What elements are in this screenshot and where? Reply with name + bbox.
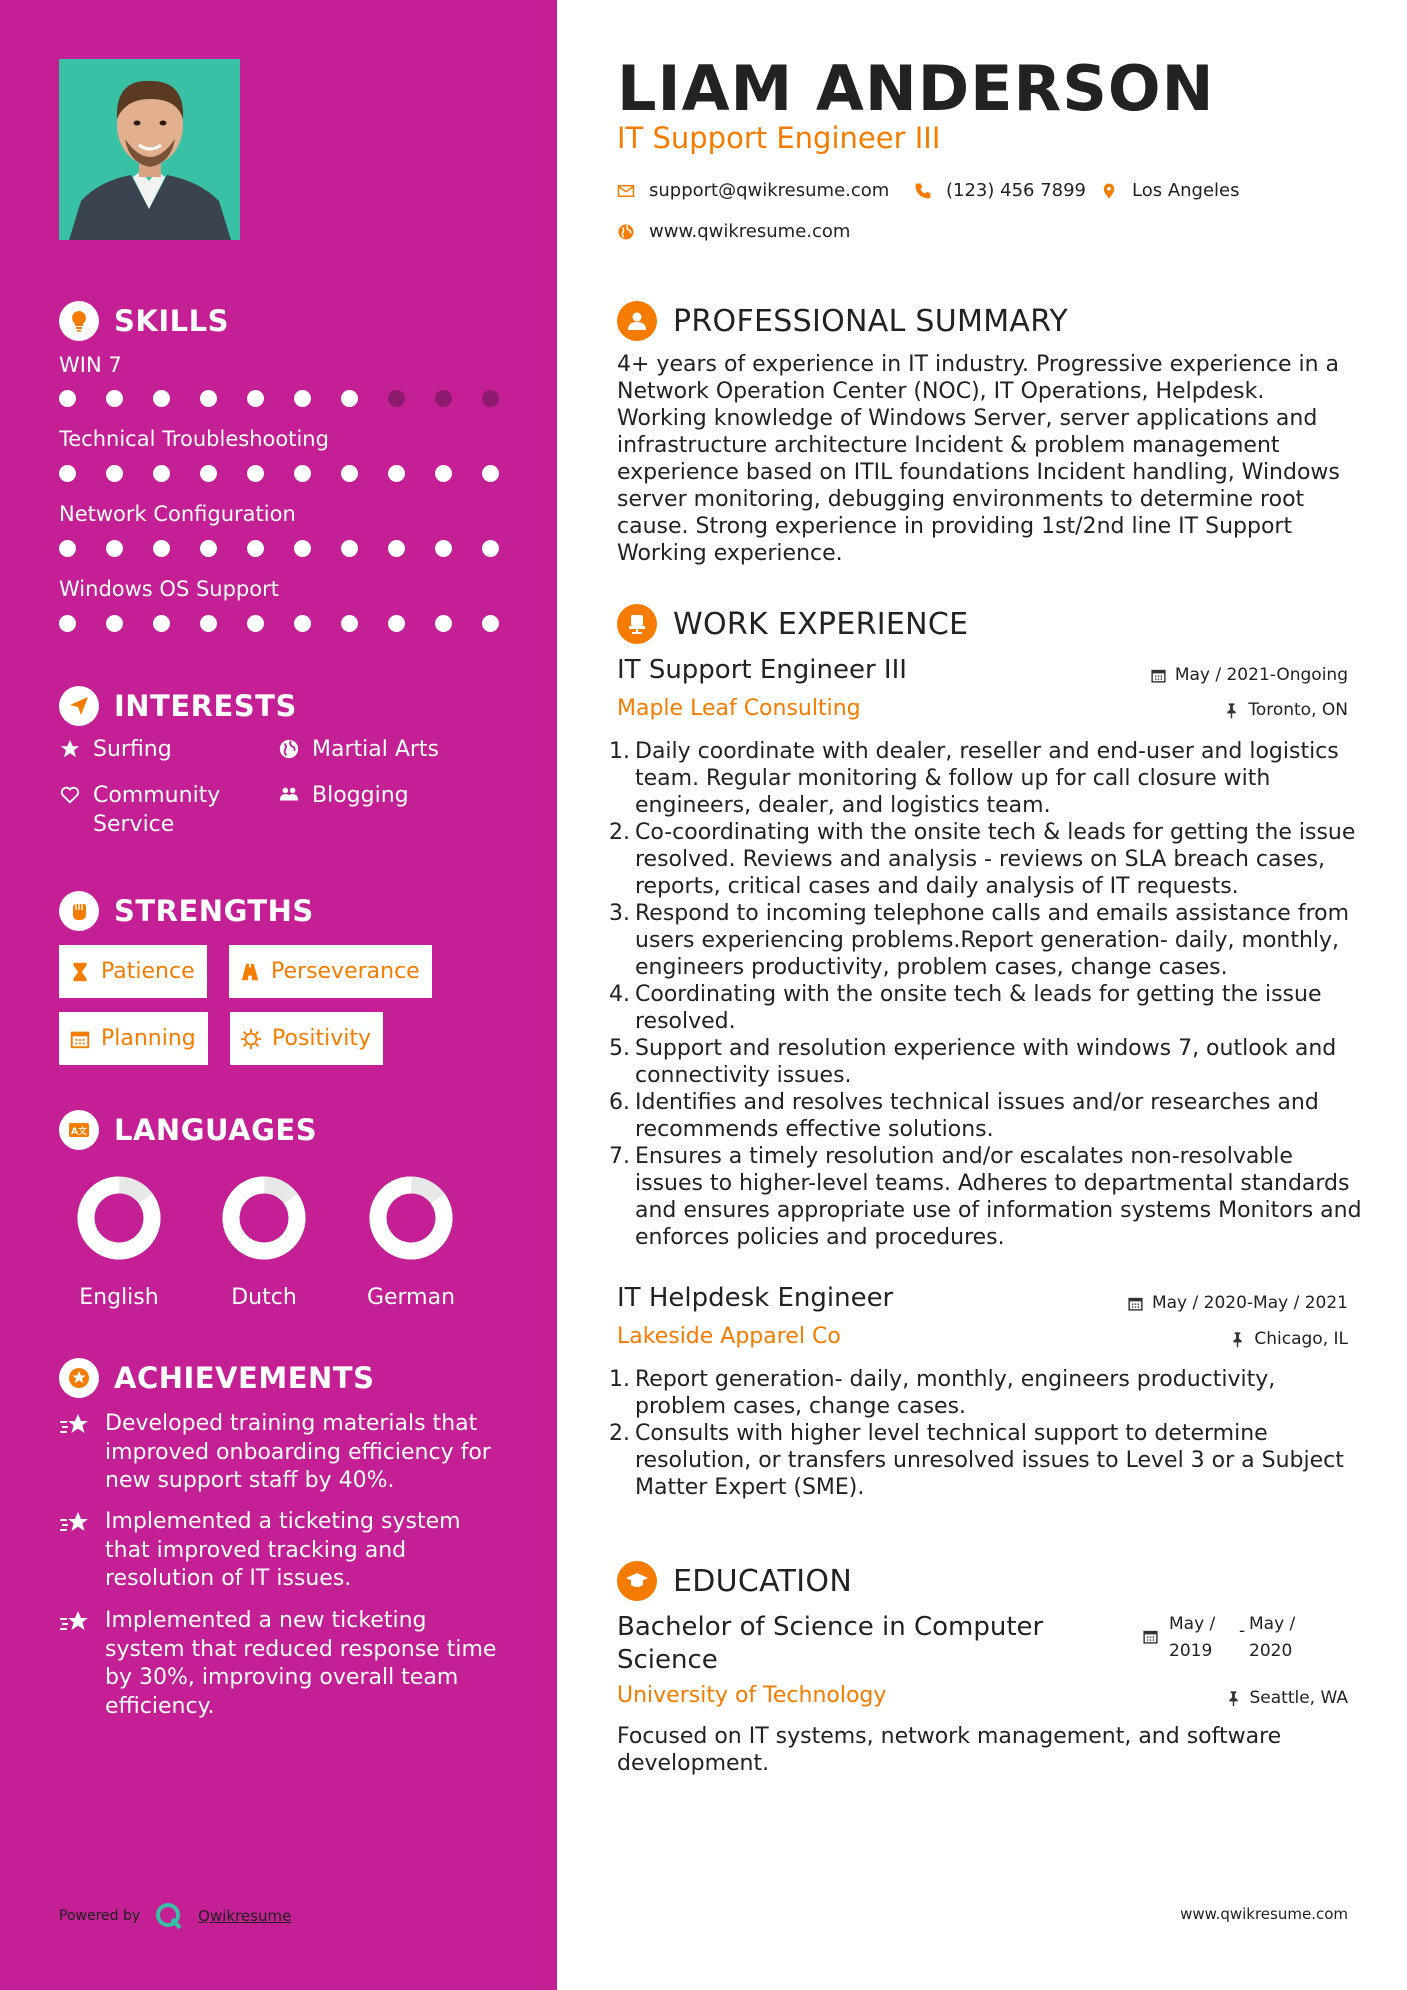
job-title: IT Support Engineer III [617, 655, 907, 685]
summary-header [617, 301, 1068, 341]
skill-dot [294, 615, 311, 632]
education-start: May / 2019 [1169, 1614, 1216, 1661]
skill-dot [388, 615, 405, 632]
skill-dot [388, 465, 405, 482]
skills-title: SKILLS [114, 304, 229, 338]
skill-dot [482, 615, 499, 632]
road-icon [239, 961, 261, 983]
skill-dot [341, 540, 358, 557]
language-item [199, 1176, 329, 1310]
strength-badge: Positivity [230, 1012, 383, 1065]
skill-dot [59, 390, 76, 407]
education-school: University of Technology [617, 1683, 887, 1708]
duty-item: 1. Daily coordinate with dealer, reseller and end-user and logistics team. Regular monitoring & follow up for call closure with engineers, dealer, and logistics team. [609, 739, 1339, 818]
language-name: English [79, 1285, 159, 1310]
briefcase-chair-icon [617, 604, 657, 644]
skill-dot [200, 465, 217, 482]
duty-item: 6. Identifies and resolves technical issues and/or researches and recommends effective solutions. [609, 1090, 1319, 1142]
education-degree: Bachelor of Science in Computer Science [617, 1612, 1044, 1675]
interest-item: Blogging [278, 781, 409, 810]
profile-photo-image [59, 59, 240, 240]
strength-badge: Perseverance [229, 945, 432, 998]
skill-dot [59, 465, 76, 482]
skill-dot [247, 615, 264, 632]
language-ring [77, 1176, 161, 1260]
graduation-icon [617, 1561, 657, 1601]
calendar-icon [1150, 667, 1167, 684]
duty-item: 3. Respond to incoming telephone calls and emails assistance from users experiencing problems.Report generation- daily, monthly, engineers productivity, problem cases, change cases. [609, 901, 1350, 980]
job-company: Lakeside Apparel Co [617, 1324, 841, 1349]
translate-icon [59, 1110, 99, 1150]
job-location: Toronto, ON [1223, 700, 1348, 720]
language-ring [222, 1176, 306, 1260]
languages-header [59, 1110, 317, 1150]
language-name: German [366, 1285, 456, 1310]
calendar-icon [1127, 1295, 1144, 1312]
shooting-star-icon [59, 1510, 91, 1538]
candidate-role: IT Support Engineer III [617, 121, 941, 155]
language-name: Dutch [231, 1285, 297, 1310]
candidate-name: LIAM ANDERSON [617, 52, 1215, 125]
achievements-header [59, 1358, 374, 1398]
skill-dot [435, 540, 452, 557]
duty-item: 5. Support and resolution experience with windows 7, outlook and connectivity issues. [609, 1036, 1337, 1088]
fist-icon [59, 891, 99, 931]
skill-dot [153, 465, 170, 482]
skill-dot [388, 390, 405, 407]
globe-icon [278, 738, 300, 760]
duty-item: 1. Report generation- daily, monthly, engineers productivity, problem cases, change cases. [609, 1367, 1276, 1419]
skill-dot [341, 615, 358, 632]
shooting-star-icon [59, 1412, 91, 1440]
skill-dot [247, 390, 264, 407]
skill-dot [294, 390, 311, 407]
interests-title: INTERESTS [114, 689, 297, 723]
education-header [617, 1561, 852, 1601]
sidebar [0, 0, 557, 1990]
envelope-icon [617, 182, 635, 200]
duty-item: 7. Ensures a timely resolution and/or escalates non-resolvable issues to higher-level teams. Adheres to departmental standards and ensures appropriate use of information systems Monitors and enforces policies and procedures. [609, 1144, 1362, 1250]
strength-badge: Planning [59, 1012, 208, 1065]
skill-dot [435, 465, 452, 482]
skill-dot [153, 390, 170, 407]
duty-item: 2. Consults with higher level technical support to determine resolution, or transfers unresolved issues to Level 3 or a Subject Matter Expert (SME). [609, 1421, 1344, 1500]
skill-dot [294, 465, 311, 482]
skill-dot [482, 465, 499, 482]
star-icon [59, 738, 81, 760]
education-title: EDUCATION [673, 1563, 853, 1599]
skills-header [59, 301, 229, 341]
duty-item: 4. Coordinating with the onsite tech & leads for getting the issue resolved. [609, 982, 1322, 1034]
languages-title: LANGUAGES [114, 1113, 318, 1147]
skill-name: WIN 7 [59, 353, 122, 377]
interest-item: Surfing [59, 735, 172, 764]
contact-email[interactable]: support@qwikresume.com [617, 180, 889, 201]
skill-dot [482, 390, 499, 407]
skill-dot [435, 390, 452, 407]
education-description: Focused on IT systems, network management, and software development. [617, 1724, 1282, 1776]
interest-item: Martial Arts [278, 735, 439, 764]
pushpin-icon [1225, 1690, 1242, 1707]
contact-website[interactable]: www.qwikresume.com [617, 221, 850, 242]
globe-icon [617, 223, 635, 241]
qwikresume-logo-icon [154, 1901, 184, 1931]
skill-dot [341, 390, 358, 407]
education-end: May / 2020 [1249, 1614, 1296, 1661]
strengths-title: STRENGTHS [114, 894, 314, 928]
phone-icon [914, 182, 932, 200]
qwikresume-link[interactable]: Qwikresume [198, 1907, 292, 1925]
interests-header [59, 686, 297, 726]
duty-item: 2. Co-coordinating with the onsite tech & leads for getting the issue resolved. Reviews and analysis - reviews on SLA breach cases, reports, critical cases and daily analysis of IT requests. [609, 820, 1356, 899]
job-duties [609, 738, 1362, 1251]
skill-name: Network Configuration [59, 502, 296, 526]
interest-item: Community Service [59, 781, 259, 839]
shooting-star-icon [59, 1609, 91, 1637]
skill-name: Windows OS Support [59, 577, 279, 601]
skill-dot [200, 615, 217, 632]
skill-dot [200, 540, 217, 557]
contact-phone[interactable]: (123) 456 7899 [914, 180, 1086, 201]
footer-website[interactable]: www.qwikresume.com [1180, 1905, 1348, 1923]
job-date: May / 2021-Ongoing [1150, 665, 1348, 685]
experience-header [617, 604, 968, 644]
calendar-icon [69, 1028, 91, 1050]
skill-dot [106, 540, 123, 557]
job-location: Chicago, IL [1229, 1329, 1348, 1349]
svg-text:A文: A文 [71, 1127, 87, 1137]
strength-badge: Patience [59, 945, 207, 998]
language-ring [369, 1176, 453, 1260]
users-icon [278, 784, 300, 806]
skill-dot [435, 615, 452, 632]
map-pin-icon [1100, 182, 1118, 200]
skill-dot [59, 615, 76, 632]
skill-dot [106, 615, 123, 632]
summary-text: 4+ years of experience in IT industry. Progressive experience in a Network Operation Center (NOC), IT Operations, Helpdesk. Working knowledge of Windows Server, server applications and infrastructure architecture Incident & problem management experience based on ITIL foundations Incident handling, Windows server monitoring, debugging environments to determine root cause. Strong experience in providing 1st/2nd line IT Support Working experience. [617, 352, 1340, 566]
achievements-title: ACHIEVEMENTS [114, 1361, 375, 1395]
language-item [54, 1176, 184, 1310]
job-duties [609, 1366, 1362, 1501]
skill-dot [388, 540, 405, 557]
user-icon [617, 301, 657, 341]
powered-by: Powered by Qwikresume [59, 1901, 291, 1931]
skill-rating [59, 390, 529, 407]
summary-title: PROFESSIONAL SUMMARY [673, 303, 1069, 339]
pushpin-icon [1223, 702, 1240, 719]
sun-icon [240, 1028, 262, 1050]
skill-dot [341, 465, 358, 482]
achievement-item: Developed training materials that improved onboarding efficiency for new support staff by 40%. [59, 1410, 499, 1496]
star-badge-icon [59, 1358, 99, 1398]
skill-dot [247, 540, 264, 557]
education-date: May / 2019 - May / 2020 [1142, 1611, 1295, 1665]
education-location: Seattle, WA [1225, 1688, 1349, 1708]
pushpin-icon [1229, 1331, 1246, 1348]
skill-rating [59, 465, 529, 482]
profile-photo [59, 59, 240, 240]
skill-dot [294, 540, 311, 557]
skill-dot [200, 390, 217, 407]
job-title: IT Helpdesk Engineer [617, 1283, 894, 1313]
language-item [346, 1176, 476, 1310]
strengths-header [59, 891, 314, 931]
contact-location: Los Angeles [1100, 180, 1240, 201]
job-date: May / 2020-May / 2021 [1127, 1293, 1348, 1313]
experience-title: WORK EXPERIENCE [673, 606, 969, 642]
paper-plane-icon [59, 686, 99, 726]
hourglass-icon [69, 961, 91, 983]
skill-dot [106, 465, 123, 482]
skill-rating [59, 615, 529, 632]
calendar-icon [1142, 1628, 1159, 1645]
skill-dot [247, 465, 264, 482]
lightbulb-icon [59, 301, 99, 341]
skill-dot [153, 615, 170, 632]
job-company: Maple Leaf Consulting [617, 696, 861, 721]
achievement-item: Implemented a new ticketing system that reduced response time by 30%, improving overall team efficiency. [59, 1607, 499, 1721]
skill-name: Technical Troubleshooting [59, 427, 329, 451]
achievement-item: Implemented a ticketing system that improved tracking and resolution of IT issues. [59, 1508, 499, 1594]
skill-rating [59, 540, 529, 557]
skill-dot [106, 390, 123, 407]
skill-dot [153, 540, 170, 557]
skill-dot [59, 540, 76, 557]
skill-dot [482, 540, 499, 557]
heart-icon [59, 784, 81, 806]
